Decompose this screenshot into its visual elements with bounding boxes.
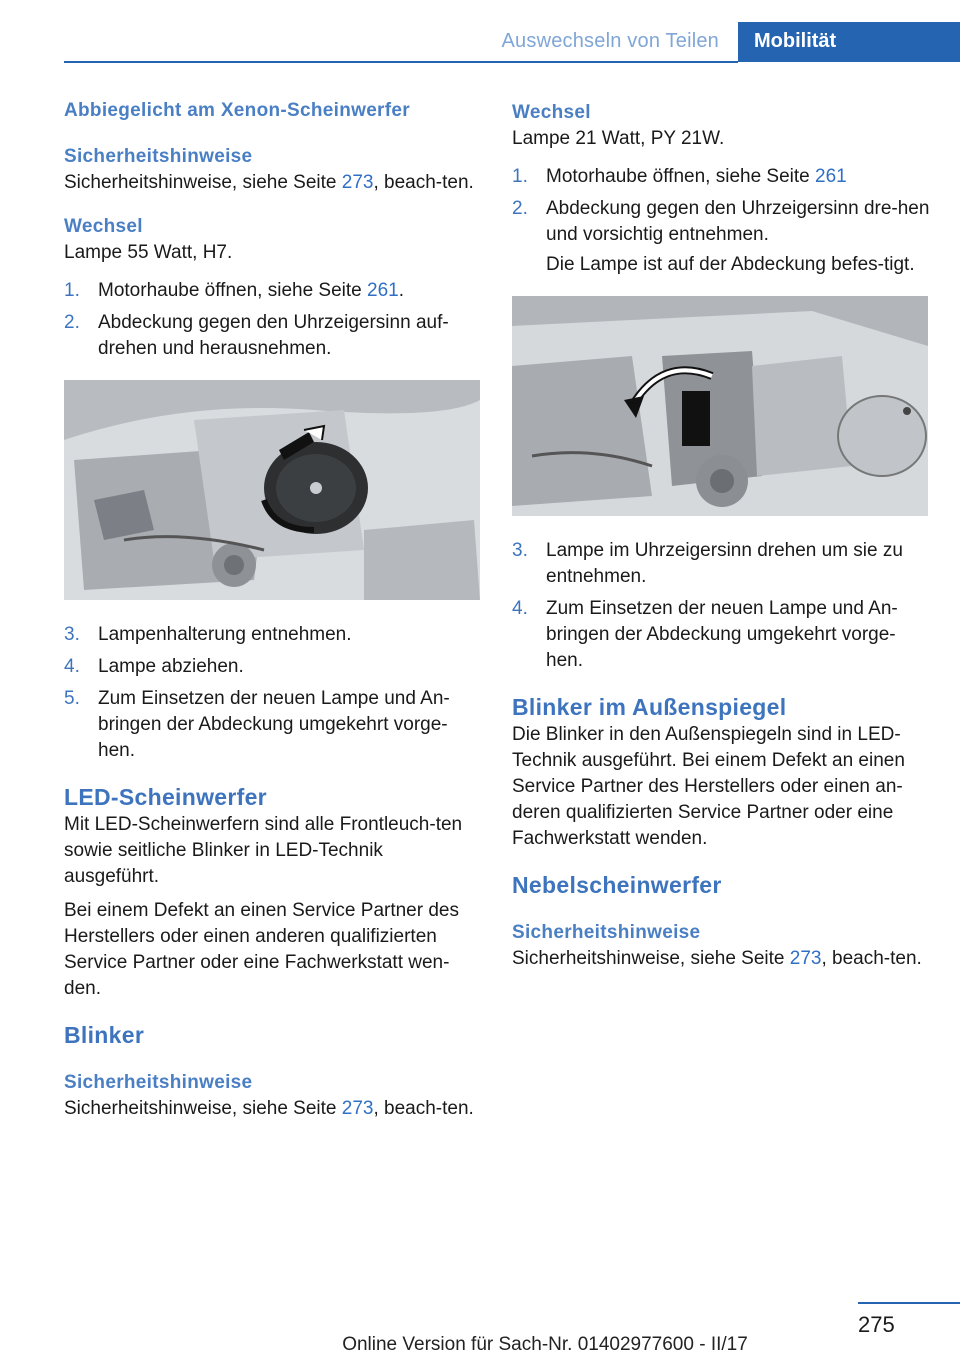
lamp-spec: Lampe 21 Watt, PY 21W. (512, 128, 725, 149)
steps-list (512, 164, 930, 278)
section-heading-xenon: Abbiegelicht am Xenon-Scheinwerfer (64, 100, 410, 121)
section-title: Auswechseln von Teilen (501, 30, 719, 52)
fog-heading: Nebelscheinwerfer (512, 872, 722, 898)
turn-signal-illustration (512, 296, 928, 516)
list-item: 5. Zum Einsetzen der neuen Lampe und An‐bringen der Abdeckung umgekehrt vorge‐hen. (64, 688, 450, 761)
lamp-spec: Lampe 55 Watt, H7. (64, 242, 233, 263)
blinker-safety-text: Sicherheitshinweise, siehe Seite 273, beach‐ten. (64, 1098, 474, 1119)
led-paragraph-1: Mit LED-Scheinwerfern sind alle Frontleuch‐ten sowie seitliche Blinker in LED-Technik ausgeführt. (64, 814, 463, 887)
change-heading: Wechsel (512, 102, 591, 123)
safety-text: Sicherheitshinweise, siehe Seite 273, beach‐ten. (64, 172, 474, 193)
list-item: 2. Abdeckung gegen den Uhrzeigersinn auf‐drehen und herausnehmen. (64, 312, 449, 359)
chapter-tab[interactable]: Mobilität (738, 22, 960, 62)
online-version-text: Online Version für Sach-Nr. 01402977600 - II/17 (342, 1334, 748, 1355)
right-column (512, 100, 930, 990)
header-rule (64, 61, 738, 63)
mirror-text: Die Blinker in den Außenspiegeln sind in LED-Technik ausgeführt. Bei einem Defekt an einen Service Partner des Herstellers oder einen an‐deren qualifizierten Service Partner oder eine Fachwerkstatt wenden. (512, 724, 905, 849)
fog-safety-heading: Sicherheitshinweise (512, 922, 701, 943)
page-link[interactable]: 273 (341, 172, 374, 193)
list-item: 4. Zum Einsetzen der neuen Lampe und An‐bringen der Abdeckung umgekehrt vorge‐hen. (512, 598, 898, 671)
page-link[interactable]: 273 (789, 948, 822, 969)
page-link[interactable]: 261 (367, 280, 399, 301)
page-link[interactable]: 261 (815, 166, 847, 187)
mirror-heading: Blinker im Außenspiegel (512, 694, 787, 720)
blinker-heading: Blinker (64, 1022, 145, 1048)
list-item: 2. Abdeckung gegen den Uhrzeigersinn dre‐hen und vorsichtig entnehmen. (512, 198, 930, 245)
headlight-illustration (64, 380, 480, 600)
list-item: 1. Motorhaube öffnen, siehe Seite 261 (512, 166, 847, 187)
page-link[interactable]: 273 (341, 1098, 374, 1119)
steps-list-continued (512, 538, 930, 674)
led-paragraph-2: Bei einem Defekt an einen Service Partner des Herstellers oder einen anderen qualifizierten Service Partner oder eine Fachwerkstatt wen‐den. (64, 900, 459, 999)
list-item: 4. Lampe abziehen. (64, 656, 244, 677)
page-number: 275 (858, 1312, 895, 1337)
footer-rule (858, 1302, 960, 1304)
led-heading: LED-Scheinwerfer (64, 784, 267, 810)
list-item: 1. Motorhaube öffnen, siehe Seite 261. (64, 280, 404, 301)
list-item: 3. Lampe im Uhrzeigersinn drehen um sie zu entnehmen. (512, 540, 903, 587)
list-item-note: Die Lampe ist auf der Abdeckung befes‐tigt. (546, 254, 915, 275)
left-column (64, 100, 482, 1140)
fog-safety-text: Sicherheitshinweise, siehe Seite 273, beach‐ten. (512, 948, 922, 969)
change-heading: Wechsel (64, 216, 143, 237)
page-header (0, 0, 960, 64)
steps-list (64, 278, 482, 362)
blinker-safety-heading: Sicherheitshinweise (64, 1072, 253, 1093)
steps-list-continued (64, 622, 482, 764)
safety-heading: Sicherheitshinweise (64, 146, 253, 167)
list-item: 3. Lampenhalterung entnehmen. (64, 624, 352, 645)
